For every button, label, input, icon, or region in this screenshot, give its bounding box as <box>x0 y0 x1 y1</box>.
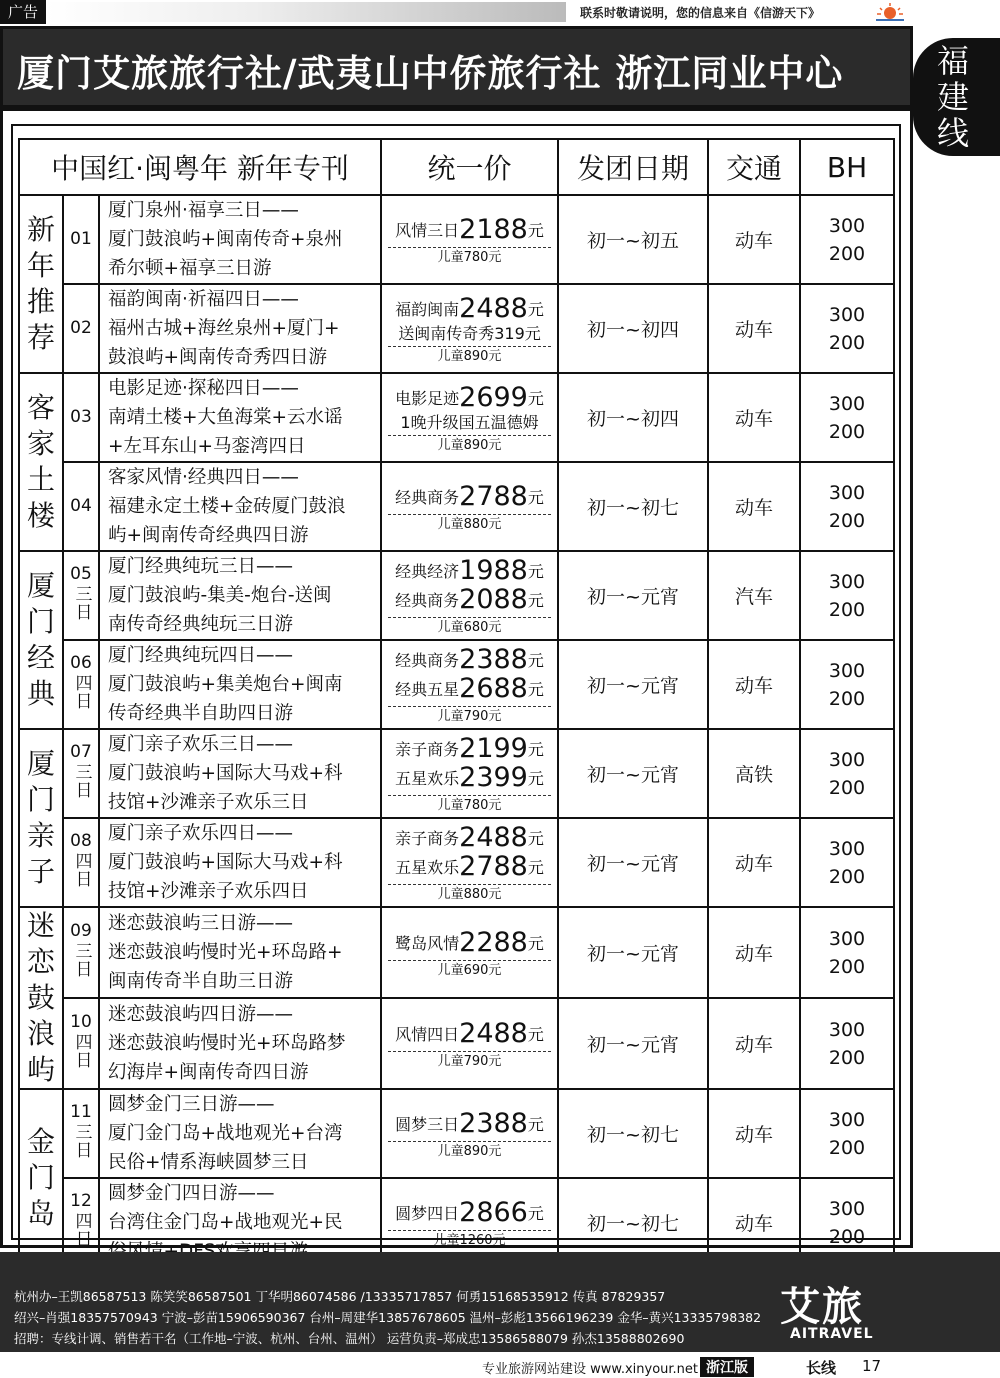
transport: 动车 <box>708 373 800 462</box>
route-description <box>99 640 381 729</box>
price-line <box>382 381 557 413</box>
bh-cell <box>800 551 894 640</box>
departure-date: 初一~初四 <box>558 284 708 373</box>
bh-cell <box>800 284 894 373</box>
transport: 动车 <box>708 1178 800 1267</box>
price-label: 经典商务 <box>395 487 460 507</box>
ad-label: 广告 <box>0 0 46 24</box>
route-num-text: 07 <box>70 742 92 762</box>
bh-value: 200 <box>828 1046 866 1069</box>
transport: 动车 <box>708 1089 800 1178</box>
price-cell <box>381 195 558 284</box>
route-desc-line: 迷恋鼓浪屿慢时光+环岛路+ <box>108 942 343 963</box>
route-desc-line: 迷恋鼓浪屿慢时光+环岛路梦 <box>108 1033 346 1054</box>
price-unit: 元 <box>527 1203 544 1223</box>
transport: 动车 <box>708 462 800 551</box>
transport: 动车 <box>708 998 800 1089</box>
route-num-text: 10 <box>70 1012 92 1032</box>
route-num-text: 06 <box>70 653 92 673</box>
route-desc-line: 圆梦金门三日游—— <box>108 1094 275 1115</box>
price-cell <box>381 1089 558 1178</box>
bh-cell <box>800 998 894 1089</box>
bh-value: 300 <box>828 748 866 771</box>
category-label: 新年推荐 <box>26 213 55 354</box>
departure-date: 初一~初四 <box>558 373 708 462</box>
route-desc-line: 福州古城+海丝泉州+厦门+ <box>108 318 340 339</box>
contact-line: 杭州办–王凯86587513 陈笑笑86587501 丁华明86074586 /13335717857 何勇15168535912 传真 87829357 <box>14 1289 666 1304</box>
route-num-text: 05 <box>70 564 92 584</box>
route-number <box>63 373 99 462</box>
category-label: 迷恋鼓浪屿 <box>26 909 55 1086</box>
child-price: 儿童690元 <box>388 960 551 981</box>
price-line <box>382 292 557 324</box>
bh-cell <box>800 907 894 998</box>
child-price: 儿童1260元 <box>388 1230 551 1251</box>
category-cell <box>19 1089 63 1267</box>
route-desc-line: 福建永定土楼+金砖厦门鼓浪 <box>108 496 346 517</box>
route-description <box>99 195 381 284</box>
route-days: 四日 <box>71 1033 92 1069</box>
price-unit: 元 <box>527 858 544 877</box>
child-price: 儿童780元 <box>388 795 551 816</box>
departure-date: 初一~元宵 <box>558 998 708 1089</box>
bh-value: 200 <box>828 865 866 888</box>
route-desc-line: 技馆+沙滩亲子欢乐三日 <box>108 792 309 813</box>
child-price: 儿童890元 <box>388 1141 551 1162</box>
route-desc-line: 技馆+沙滩亲子欢乐四日 <box>108 881 309 902</box>
departure-date: 初一~元宵 <box>558 551 708 640</box>
departure-date: 初一~初七 <box>558 1178 708 1267</box>
price-line <box>382 480 557 512</box>
route-description <box>99 284 381 373</box>
transport: 动车 <box>708 818 800 907</box>
route-desc-line: 传奇经典半自助四日游 <box>108 703 294 724</box>
departure-date: 初一~初五 <box>558 195 708 284</box>
price-label: 经典商务 <box>395 591 460 610</box>
tour-table <box>18 138 895 1268</box>
route-number <box>63 998 99 1089</box>
table-row <box>19 462 894 551</box>
route-description <box>99 998 381 1089</box>
bh-cell <box>800 373 894 462</box>
route-number <box>63 284 99 373</box>
price-value: 2866 <box>459 1196 528 1228</box>
route-number <box>63 195 99 284</box>
price-unit: 元 <box>527 591 544 610</box>
child-price: 儿童680元 <box>388 617 551 638</box>
route-desc-line: +左耳东山+马銮湾四日 <box>108 436 306 457</box>
route-number <box>63 907 99 998</box>
price-line <box>382 1196 557 1228</box>
departure-date: 初一~初七 <box>558 462 708 551</box>
route-desc-line: 客家风情·经典四日—— <box>108 467 299 488</box>
route-desc-line: 厦门泉州·福享三日—— <box>108 200 299 221</box>
route-desc-line: 电影足迹·探秘四日—— <box>108 378 299 399</box>
child-price: 儿童890元 <box>388 435 551 456</box>
price-label: 五星欢乐 <box>395 769 460 788</box>
route-num-text: 08 <box>70 831 92 851</box>
bh-value: 300 <box>828 214 866 237</box>
brand-panel <box>913 1252 1000 1352</box>
price-unit: 元 <box>527 388 544 408</box>
price-unit: 元 <box>527 651 544 670</box>
transport: 动车 <box>708 640 800 729</box>
category-cell <box>19 195 63 373</box>
price-label: 经典经济 <box>395 562 460 581</box>
route-num-text: 09 <box>70 921 92 941</box>
transport: 动车 <box>708 284 800 373</box>
bh-cell <box>800 818 894 907</box>
price-line <box>382 853 557 882</box>
table-row <box>19 729 894 818</box>
price-value: 2199 <box>459 733 528 764</box>
price-unit: 元 <box>527 487 544 507</box>
route-num-text: 02 <box>70 318 92 338</box>
col-header-bh: BH <box>800 139 894 195</box>
price-label: 圆梦四日 <box>395 1203 460 1223</box>
category-label: 厦门经典 <box>26 569 55 710</box>
price-unit: 元 <box>527 680 544 699</box>
category-label: 厦门亲子 <box>26 747 55 888</box>
departure-date: 初一~元宵 <box>558 640 708 729</box>
price-unit: 元 <box>527 562 544 581</box>
price-cell <box>381 373 558 462</box>
price-label: 经典五星 <box>395 680 460 699</box>
route-desc-line: 厦门经典纯玩四日—— <box>108 645 294 666</box>
price-unit: 元 <box>527 933 544 953</box>
bh-value: 300 <box>828 1018 866 1041</box>
price-value: 2088 <box>459 584 528 615</box>
departure-date: 初一~元宵 <box>558 729 708 818</box>
price-line <box>382 1017 557 1049</box>
route-desc-line: 厦门鼓浪屿-集美-炮台-送闽 <box>108 585 332 606</box>
price-line <box>382 1107 557 1139</box>
price-label: 圆梦三日 <box>395 1114 460 1134</box>
bh-value: 200 <box>828 687 866 710</box>
price-line <box>382 557 557 586</box>
route-desc-line: 厦门鼓浪屿+集美炮台+闽南 <box>108 674 343 695</box>
price-value: 2388 <box>459 1107 528 1139</box>
route-desc-line: 台湾住金门岛+战地观光+民 <box>108 1212 343 1233</box>
price-value: 2699 <box>459 381 528 413</box>
table-row <box>19 373 894 462</box>
price-note: 1晚升级国五温德姆 <box>400 412 539 432</box>
price-label: 风情四日 <box>395 1024 460 1044</box>
price-line <box>382 213 557 245</box>
transport: 高铁 <box>708 729 800 818</box>
price-unit: 元 <box>527 299 544 319</box>
category-cell <box>19 907 63 1089</box>
child-price: 儿童790元 <box>388 706 551 727</box>
bh-cell <box>800 462 894 551</box>
price-cell <box>381 818 558 907</box>
bh-value: 200 <box>828 1225 866 1248</box>
price-value: 2488 <box>459 292 528 324</box>
route-days: 三日 <box>71 763 92 799</box>
bottom-bar <box>0 1356 1000 1378</box>
route-num-text: 03 <box>70 407 92 427</box>
price-line <box>382 926 557 958</box>
bh-cell <box>800 640 894 729</box>
page-number: 17 <box>862 1357 882 1375</box>
route-days: 三日 <box>71 1123 92 1159</box>
bh-value: 200 <box>828 776 866 799</box>
route-description <box>99 729 381 818</box>
transport: 汽车 <box>708 551 800 640</box>
route-desc-line: 厦门亲子欢乐四日—— <box>108 823 294 844</box>
transport: 动车 <box>708 195 800 284</box>
route-desc-line: 厦门鼓浪屿+国际大马戏+科 <box>108 852 343 873</box>
route-number <box>63 640 99 729</box>
price-cell <box>381 551 558 640</box>
route-number <box>63 818 99 907</box>
price-label: 风情三日 <box>395 220 460 240</box>
table-row <box>19 640 894 729</box>
price-cell <box>381 462 558 551</box>
price-label: 福韵闽南 <box>395 299 460 319</box>
child-price: 儿童880元 <box>388 514 551 535</box>
table-row <box>19 998 894 1089</box>
route-description <box>99 373 381 462</box>
col-header-date: 发团日期 <box>558 139 708 195</box>
footer-contacts <box>0 1252 913 1352</box>
bh-value: 200 <box>828 331 866 354</box>
price-line <box>382 586 557 615</box>
bh-cell <box>800 195 894 284</box>
route-days: 四日 <box>71 1212 92 1248</box>
price-label: 亲子商务 <box>395 829 460 848</box>
route-desc-line: 屿+闽南传奇经典四日游 <box>108 525 309 546</box>
route-desc-line: 鼓浪屿+闽南传奇秀四日游 <box>108 347 328 368</box>
price-unit: 元 <box>527 1114 544 1134</box>
bh-value: 300 <box>828 1108 866 1131</box>
top-gradient-strip <box>46 2 566 22</box>
bh-value: 300 <box>828 927 866 950</box>
col-header-route: 中国红·闽粤年 新年专刊 <box>19 139 381 195</box>
route-desc-line: 圆梦金门四日游—— <box>108 1183 275 1204</box>
price-cell <box>381 998 558 1089</box>
bh-value: 300 <box>828 570 866 593</box>
route-days: 四日 <box>71 852 92 888</box>
price-label: 亲子商务 <box>395 740 460 759</box>
price-label: 五星欢乐 <box>395 858 460 877</box>
child-price: 儿童790元 <box>388 1051 551 1072</box>
price-value: 2488 <box>459 822 528 853</box>
col-header-price: 统一价 <box>381 139 558 195</box>
header-banner <box>0 26 913 108</box>
price-label: 电影足迹 <box>395 388 460 408</box>
bh-cell <box>800 1089 894 1178</box>
contact-line: 绍兴–肖强18357570943 宁波–彭苗15906590367 台州–周建华13857678605 温州–彭彪13566196239 金华–黄兴13335798382 <box>14 1310 762 1325</box>
route-num-text: 11 <box>70 1102 92 1122</box>
price-cell <box>381 640 558 729</box>
child-price: 儿童780元 <box>388 247 551 268</box>
route-desc-line: 南传奇经典纯玩三日游 <box>108 614 294 635</box>
route-days: 四日 <box>71 674 92 710</box>
bh-value: 300 <box>828 392 866 415</box>
source-note: 联系时敬请说明，您的信息来自《信游天下》 <box>580 6 821 20</box>
bh-value: 200 <box>828 1136 866 1159</box>
price-unit: 元 <box>527 769 544 788</box>
banner-title: 厦门艾旅旅行社/武夷山中侨旅行社 浙江同业中心 <box>17 52 844 95</box>
route-desc-line: 福韵闽南·祈福四日—— <box>108 289 299 310</box>
bh-cell <box>800 729 894 818</box>
bh-value: 200 <box>828 509 866 532</box>
bh-value: 200 <box>828 420 866 443</box>
route-desc-line: 厦门金门岛+战地观光+台湾 <box>108 1123 343 1144</box>
top-bar <box>0 0 1000 24</box>
route-number <box>63 729 99 818</box>
route-desc-line: 厦门经典纯玩三日—— <box>108 556 294 577</box>
price-value: 2288 <box>459 926 528 958</box>
section-label: 长线 <box>806 1359 837 1377</box>
route-description <box>99 818 381 907</box>
route-desc-line: 厦门鼓浪屿+闽南传奇+泉州 <box>108 229 343 250</box>
route-desc-line: 幻海岸+闽南传奇四日游 <box>108 1062 309 1083</box>
route-days: 三日 <box>71 585 92 621</box>
route-description <box>99 462 381 551</box>
table-row <box>19 818 894 907</box>
price-line <box>382 675 557 704</box>
table-row <box>19 1089 894 1178</box>
price-value: 1988 <box>459 555 528 586</box>
bh-value: 200 <box>828 955 866 978</box>
table-row <box>19 195 894 284</box>
table-row <box>19 284 894 373</box>
bh-value: 300 <box>828 837 866 860</box>
col-header-transport: 交通 <box>708 139 800 195</box>
category-cell <box>19 551 63 729</box>
sun-logo-icon <box>872 2 908 22</box>
route-description <box>99 907 381 998</box>
section-tab <box>913 38 1000 156</box>
price-cell <box>381 729 558 818</box>
route-num-text: 12 <box>70 1191 92 1211</box>
table-row <box>19 907 894 998</box>
contact-line: 招聘：专线计调、销售若干名（工作地–宁波、杭州、台州、温州） 运营负责–郑成忠13586588079 孙杰13588802690 <box>14 1331 685 1346</box>
price-value: 2788 <box>459 851 528 882</box>
price-value: 2788 <box>459 480 528 512</box>
edition-badge: 浙江版 <box>700 1357 754 1377</box>
price-value: 2488 <box>459 1017 528 1049</box>
table-header-row <box>19 139 894 195</box>
route-days: 三日 <box>71 942 92 978</box>
price-line <box>382 735 557 764</box>
category-label: 金门岛 <box>26 1125 55 1230</box>
departure-date: 初一~元宵 <box>558 907 708 998</box>
bh-value: 300 <box>828 1197 866 1220</box>
category-label: 客家土楼 <box>26 391 55 532</box>
price-unit: 元 <box>527 220 544 240</box>
price-line <box>382 646 557 675</box>
category-cell <box>19 729 63 907</box>
website-line: 专业旅游网站建设 www.xinyour.net <box>482 1362 699 1377</box>
tab-char: 建 <box>937 78 970 116</box>
route-description <box>99 1089 381 1178</box>
route-desc-line: 民俗+情系海峡圆梦三日 <box>108 1152 309 1173</box>
price-label: 鹭岛风情 <box>395 933 460 953</box>
bh-value: 300 <box>828 659 866 682</box>
price-unit: 元 <box>527 1024 544 1044</box>
price-label: 经典商务 <box>395 651 460 670</box>
price-value: 2388 <box>459 644 528 675</box>
route-desc-line: 迷恋鼓浪屿三日游—— <box>108 913 294 934</box>
route-description <box>99 551 381 640</box>
price-cell <box>381 284 558 373</box>
bh-value: 200 <box>828 598 866 621</box>
price-line <box>382 824 557 853</box>
bh-value: 300 <box>828 303 866 326</box>
price-unit: 元 <box>527 829 544 848</box>
route-num-text: 01 <box>70 229 92 249</box>
bh-value: 300 <box>828 481 866 504</box>
departure-date: 初一~初七 <box>558 1089 708 1178</box>
price-value: 2188 <box>459 213 528 245</box>
tab-char: 福 <box>937 42 970 80</box>
price-line <box>382 764 557 793</box>
price-unit: 元 <box>527 740 544 759</box>
price-value: 2399 <box>459 762 528 793</box>
brand-logo-en: AITRAVEL <box>790 1326 874 1342</box>
brand-logo-cn: 艾旅 <box>780 1284 864 1330</box>
table-row <box>19 551 894 640</box>
price-cell <box>381 907 558 998</box>
route-number <box>63 551 99 640</box>
category-cell <box>19 373 63 551</box>
price-value: 2688 <box>459 673 528 704</box>
route-desc-line: 南靖土楼+大鱼海棠+云水谣 <box>108 407 343 428</box>
departure-date: 初一~元宵 <box>558 818 708 907</box>
route-number <box>63 462 99 551</box>
transport: 动车 <box>708 907 800 998</box>
route-num-text: 04 <box>70 496 92 516</box>
child-price: 儿童880元 <box>388 884 551 905</box>
route-desc-line: 希尔顿+福享三日游 <box>108 258 272 279</box>
price-note: 送闽南传奇秀319元 <box>398 323 541 343</box>
bh-value: 200 <box>828 242 866 265</box>
child-price: 儿童890元 <box>388 346 551 367</box>
route-number <box>63 1089 99 1178</box>
tab-char: 线 <box>937 114 970 152</box>
route-desc-line: 厦门亲子欢乐三日—— <box>108 734 294 755</box>
route-desc-line: 闽南传奇半自助三日游 <box>108 971 294 992</box>
route-desc-line: 厦门鼓浪屿+国际大马戏+科 <box>108 763 343 784</box>
route-desc-line: 迷恋鼓浪屿四日游—— <box>108 1004 294 1025</box>
